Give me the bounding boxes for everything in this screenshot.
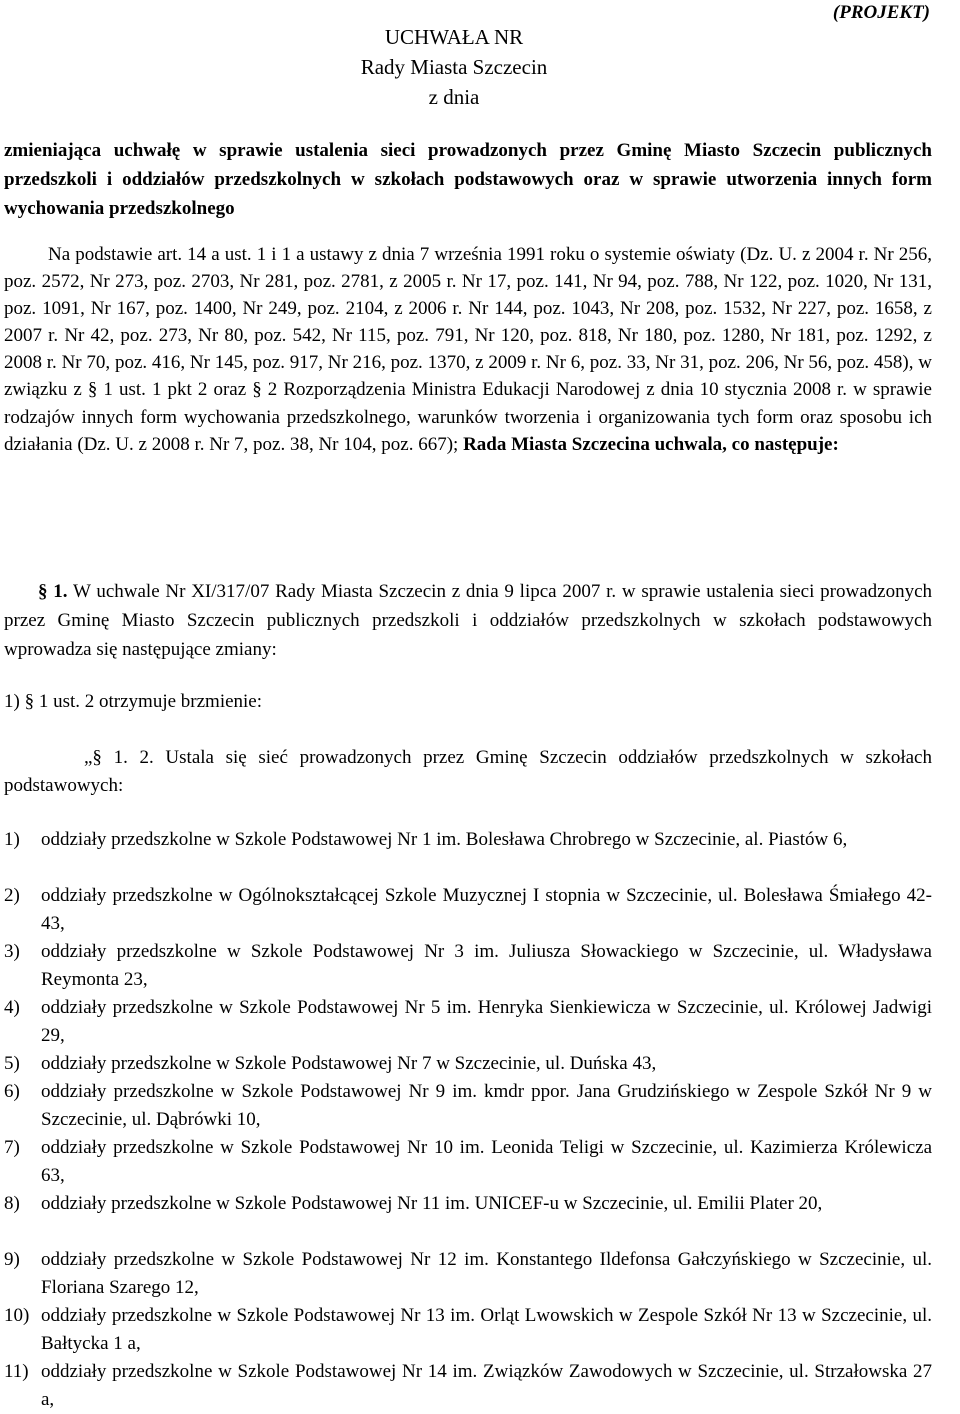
list-item-text: oddziały przedszkolne w Szkole Podstawowej Nr 13 im. Orląt Lwowskich w Zespole Szkół Nr 13 w Szczecinie, ul. Bałtycka 1 a, [41, 1305, 932, 1354]
section-1 [4, 577, 932, 664]
list-item [4, 1050, 932, 1078]
list-item-text: oddziały przedszkolne w Szkole Podstawowej Nr 11 im. UNICEF-u w Szczecinie, ul. Emilii Plater 20, [41, 1193, 823, 1214]
list-item [4, 994, 932, 1050]
list-item-text: oddziały przedszkolne w Szkole Podstawowej Nr 5 im. Henryka Sienkiewicza w Szczecinie, ul. Królowej Jadwigi 29, [41, 997, 932, 1046]
list-item-number: 9) [4, 1249, 20, 1270]
list-item-number: 6) [4, 1081, 20, 1102]
list-item [4, 1190, 932, 1246]
list-item-text: oddziały przedszkolne w Szkole Podstawowej Nr 3 im. Juliusza Słowackiego w Szczecinie, ul. Władysława Reymonta 23, [41, 941, 932, 990]
list-item-text: oddziały przedszkolne w Szkole Podstawowej Nr 14 im. Związków Zawodowych w Szczecinie, ul. Strzałowska 27 a, [41, 1361, 932, 1410]
list-item-text: oddziały przedszkolne w Szkole Podstawowej Nr 1 im. Bolesława Chrobrego w Szczecinie, al. Piastów 6, [41, 829, 848, 850]
list-item-text: oddziały przedszkolne w Ogólnokształcącej Szkole Muzycznej I stopnia w Szczecinie, ul. Bolesława Śmiałego 42-43, [41, 885, 932, 934]
list-item-number: 2) [4, 885, 20, 906]
list-item [4, 1078, 932, 1134]
list-item-text: oddziały przedszkolne w Szkole Podstawowej Nr 9 im. kmdr ppor. Jana Grudzińskiego w Zespole Szkół Nr 9 w Szczecinie, ul. Dąbrówki 10, [41, 1081, 932, 1130]
school-list [4, 826, 932, 1414]
council-name: Rady Miasta Szczecin [360, 55, 548, 79]
resolution-formula: Rada Miasta Szczecina uchwala, co następuje: [463, 433, 839, 455]
legal-basis-text: Na podstawie art. 14 a ust. 1 i 1 a ustawy z dnia 7 września 1991 roku o systemie oświaty (Dz. U. z 2004 r. Nr 256, poz. 2572, Nr 273, poz. 2703, Nr 281, poz. 2781, z 2005 r. Nr 17, poz. 141, Nr 94, poz. 788, Nr 122, poz. 1020, Nr 131, poz. 1091, Nr 167, poz. 1400, Nr 249, poz. 2104, z 2006 r. Nr 144, poz. 1043, Nr 208, poz. 1532, Nr 227, poz. 1658, z 2007 r. Nr 42, poz. 273, Nr 80, poz. 542, Nr 115, poz. 791, Nr 120, poz. 818, Nr 180, poz. 1280, Nr 181, poz. 1292, z 2008 r. Nr 70, poz. 416, Nr 145, poz. 917, Nr 216, poz. 1370, z 2009 r. Nr 6, poz. 33, Nr 31, poz. 206, Nr 56, poz. 458), w związku z § 1 ust. 1 pkt 2 oraz § 2 Rozporządzenia Ministra Edukacji Narodowej z dnia 10 stycznia 2008 r. w sprawie rodzajów innych form wychowania przedszkolnego, warunków tworzenia i organizowania tych form oraz sposobu ich działania (Dz. U. z 2008 r. Nr 7, poz. 38, Nr 104, poz. 667); [4, 244, 932, 455]
list-item [4, 882, 932, 938]
list-item-number: 3) [4, 941, 20, 962]
list-item-number: 1) [4, 829, 20, 850]
list-item-number: 7) [4, 1137, 20, 1158]
quoted-provision-text: „§ 1. 2. Ustala się sieć prowadzonych przez Gminę Szczecin oddziałów przedszkolnych w szkołach podstawowych: [4, 747, 932, 796]
resolution-subject: zmieniająca uchwałę w sprawie ustalenia sieci prowadzonych przez Gminę Miasto Szczecin publicznych przedszkoli i oddziałów przedszkolnych w szkołach podstawowych oraz w sprawie utworzenia innych form wychowania przedszkolnego [4, 140, 932, 219]
list-item-text: oddziały przedszkolne w Szkole Podstawowej Nr 7 w Szczecinie, ul. Duńska 43, [41, 1053, 657, 1074]
list-item [4, 1358, 932, 1414]
document-heading [284, 22, 624, 112]
resolution-number: UCHWAŁA NR [384, 25, 524, 49]
section-1-mark: § 1. [38, 581, 68, 602]
list-item [4, 826, 932, 882]
list-item [4, 938, 932, 994]
quoted-provision [4, 744, 932, 800]
section-1-text: W uchwale Nr XI/317/07 Rady Miasta Szczecin z dnia 9 lipca 2007 r. w sprawie ustalenia sieci prowadzonych przez Gminę Miasto Szczecin publicznych przedszkoli i oddziałów przedszkolnych w szkołach podstawowych wprowadza się następujące zmiany: [4, 581, 933, 660]
list-item [4, 1246, 932, 1302]
list-item-number: 4) [4, 997, 20, 1018]
list-item-text: oddziały przedszkolne w Szkole Podstawowej Nr 10 im. Leonida Teligi w Szczecinie, ul. Kazimierza Królewicza 63, [41, 1137, 932, 1186]
draft-marker: (PROJEKT) [832, 2, 930, 23]
list-item [4, 1134, 932, 1190]
list-item-text: oddziały przedszkolne w Szkole Podstawowej Nr 12 im. Konstantego Ildefonsa Gałczyńskiego w Szczecinie, ul. Floriana Szarego 12, [41, 1249, 932, 1298]
list-item-number: 8) [4, 1193, 20, 1214]
resolution-date: z dnia [428, 85, 480, 109]
list-item-number: 5) [4, 1053, 20, 1074]
amendment-point: 1) § 1 ust. 2 otrzymuje brzmienie: [4, 691, 263, 712]
list-item-number: 11) [4, 1361, 29, 1382]
list-item [4, 1302, 932, 1358]
legal-basis [4, 241, 932, 458]
list-item-number: 10) [4, 1305, 30, 1326]
